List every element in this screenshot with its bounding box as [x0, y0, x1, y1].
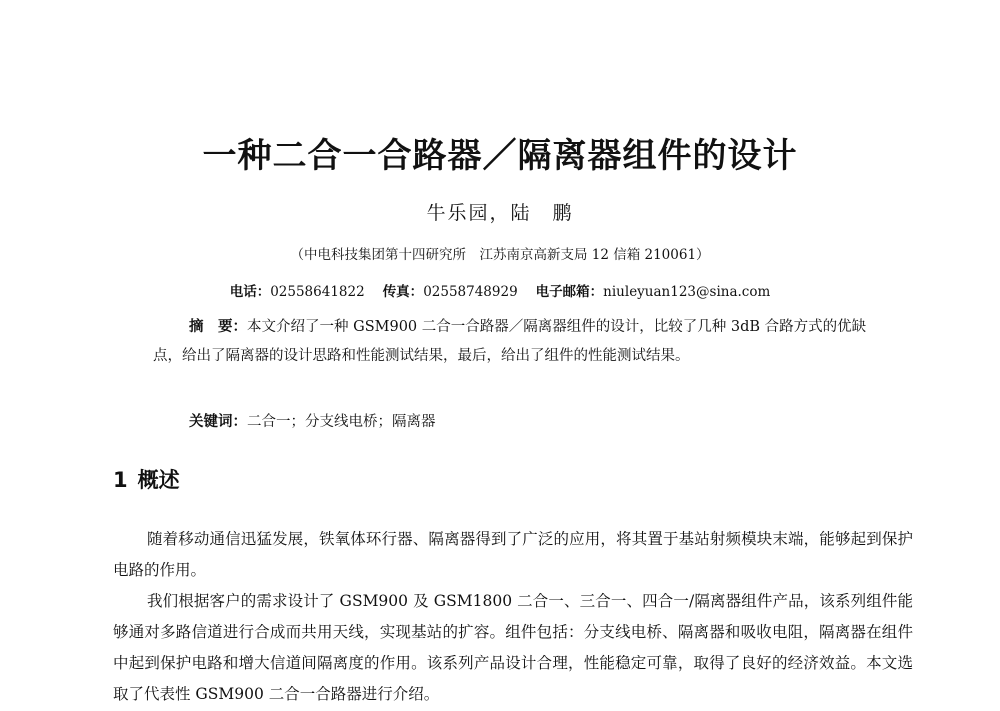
- section-body: [113, 524, 913, 710]
- email-address: niuleyuan123@sina.com: [603, 284, 771, 300]
- fax-label: 传真：: [382, 284, 424, 300]
- phone-number: 02558641822: [270, 284, 365, 300]
- abstract-text: 本文介绍了一种 GSM900 二合一合路器／隔离器组件的设计，比较了几种 3dB 合路方式的优缺点，给出了隔离器的设计思路和性能测试结果，最后，给出了组件的性能测试结果。: [153, 319, 867, 364]
- affiliation: （中电科技集团第十四研究所 江苏南京高新支局 12 信箱 210061）: [290, 247, 710, 263]
- fax-number: 02558748929: [423, 284, 518, 300]
- body-paragraph-2: 我们根据客户的需求设计了 GSM900 及 GSM1800 二合一、三合一、四合一/隔离器组件产品，该系列组件能够通对多路信道进行合成而共用天线，实现基站的扩容。组件包括：分支线电桥、隔离器和吸收电阻，隔离器在组件中起到保护电路和增大信道间隔离度的作用。该系列产品设计合理，性能稳定可靠，取得了良好的经济效益。本文选取了代表性 GSM900 二合一合路器进行介绍。: [113, 592, 913, 703]
- contact-line: [0, 282, 1000, 302]
- abstract-label: 摘 要：: [189, 319, 247, 335]
- section-title: 概述: [137, 468, 180, 492]
- keywords-label: 关键词：: [189, 414, 247, 430]
- abstract: [153, 313, 885, 371]
- phone-label: 电话：: [229, 284, 271, 300]
- keywords: [189, 410, 889, 434]
- paper-title: 一种二合一合路器／隔离器组件的设计: [202, 136, 798, 176]
- keywords-text: 二合一；分支线电桥；隔离器: [247, 414, 436, 430]
- author-line: 牛乐园，陆 鹏: [426, 202, 574, 224]
- body-paragraph-1: 随着移动通信迅猛发展，铁氧体环行器、隔离器得到了广泛的应用，将其置于基站射频模块末端，能够起到保护电路的作用。: [113, 530, 913, 579]
- section-number: 1: [113, 468, 128, 492]
- section-heading: [113, 465, 180, 495]
- email-label: 电子邮箱：: [535, 284, 604, 300]
